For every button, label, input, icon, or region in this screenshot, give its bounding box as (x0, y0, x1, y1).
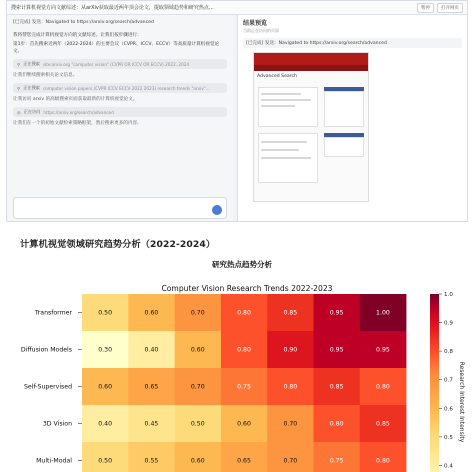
task-titlebar (7, 1, 467, 15)
row-label: Multi-Modal (36, 457, 72, 465)
cell-value-label: 0.80 (376, 457, 390, 465)
colorbar-tick-label: 0.5 (444, 434, 453, 441)
preview-subtitle: 当前正在访问的页面 (243, 28, 279, 33)
cell-value-label: 0.85 (283, 309, 298, 317)
cell-value-label: 0.65 (144, 383, 159, 391)
sidebar-box (324, 91, 364, 127)
sidebar-box-2 (324, 137, 364, 157)
preview-nav-status: [已完成] 发送：Navigated to https://arxiv.org/search/advanced (243, 38, 462, 48)
heatmap-cells (82, 294, 406, 472)
cell-value-label: 0.40 (144, 346, 159, 354)
form-line (261, 149, 299, 151)
preview-title: 结果预览 (243, 20, 268, 27)
cell-value-label: 0.60 (190, 346, 205, 354)
tool-call-url: https://arxiv.org/search/advanced (43, 109, 114, 115)
tool-call-query: site:arxiv.org "computer vision" (CVPR OR ICCV OR ECCV) 2022..2024 (42, 61, 190, 67)
arxiv-page-thumbnail[interactable] (253, 52, 369, 202)
cell-value-label: 1.00 (376, 309, 390, 317)
cell-value-label: 0.80 (237, 309, 251, 317)
row-label: Transformer (34, 309, 72, 317)
cell-value-label: 0.90 (283, 346, 298, 354)
cell-value-label: 0.50 (98, 457, 113, 465)
send-icon[interactable] (212, 205, 222, 215)
cell-value-label: 0.60 (144, 309, 159, 317)
search-icon: ⚲ (17, 61, 21, 67)
row-labels (21, 310, 82, 465)
chart-title: Computer Vision Research Trends 2022-2023 (161, 284, 333, 293)
cell-value-label: 0.55 (144, 457, 159, 465)
row-label: Diffusion Models (20, 346, 72, 354)
form-line (261, 141, 307, 143)
chat-intro: 我将帮您完成计算机视觉方向的文献综述。让我们按步骤进行： (13, 33, 142, 38)
form-line (261, 157, 311, 159)
cell-value-label: 0.65 (237, 457, 251, 465)
tool-call-1[interactable] (13, 59, 227, 69)
cell-value-label: 0.70 (283, 420, 298, 428)
cell-value-label: 0.30 (98, 346, 113, 354)
cell-value-label: 0.85 (329, 383, 344, 391)
agent-screenshot-panel (6, 0, 468, 222)
colorbar-tick-label: 1.0 (444, 292, 453, 298)
colorbar-label: Research Interest Intensity (458, 361, 465, 443)
cell-value-label: 0.75 (237, 383, 251, 391)
cell-value-label: 0.80 (376, 383, 390, 391)
colorbar-tick-label: 0.8 (444, 349, 453, 356)
colorbar-tick-label: 0.7 (444, 377, 453, 384)
open-webpage-button[interactable]: 打开网页 (437, 3, 463, 13)
row-label: 3D Vision (42, 420, 72, 428)
cell-value-label: 0.75 (329, 457, 344, 465)
heatmap-chart (0, 252, 474, 472)
section-title: 计算机视觉领域研究趋势分析（2022-2024） (20, 239, 216, 250)
form-line (261, 99, 311, 101)
colorbar-tick-label: 0.6 (444, 406, 453, 413)
cell-value-label: 0.50 (190, 420, 205, 428)
cell-value-label: 0.80 (237, 346, 251, 354)
chat-input[interactable] (13, 197, 227, 219)
tool-call-2[interactable] (13, 83, 227, 93)
cell-value-label: 0.70 (283, 457, 298, 465)
cell-value-label: 0.60 (190, 457, 205, 465)
chat-step-1: 第1步：首先搜索近两年（2022-2024）的主要会议（CVPR、ICCV、ECCV）等高质量计算机视觉论文。 (13, 42, 220, 54)
cell-value-label: 0.95 (329, 346, 344, 354)
task-title: 搜索计算机视觉方向文献综述：从arXiv获取最近两年顶会论文，提取领域趋势和研究热点... (11, 5, 214, 11)
browser-preview (237, 15, 467, 222)
page-heading: Advanced Search (257, 74, 297, 79)
chat-message: 让我们继续搜索相关论文信息。 (13, 73, 78, 78)
colorbar (430, 292, 453, 472)
colorbar-tick-label: 0.9 (444, 320, 453, 327)
chat-message: 让我访问 arxiv 的高级搜索页面获取最新的计算机视觉论文。 (13, 97, 138, 102)
colorbar-tick-label: 0.4 (444, 463, 453, 470)
arxiv-header-bar (254, 53, 368, 65)
cell-value-label: 0.85 (376, 420, 390, 428)
chat-first-message: [已完成] 发送：Navigated to https://arxiv.org/search/advanced (13, 20, 154, 25)
cell-value-label: 0.60 (98, 383, 113, 391)
cell-value-label: 0.70 (190, 309, 205, 317)
pause-button[interactable]: 暂停 (417, 3, 434, 13)
cell-value-label: 0.45 (144, 420, 159, 428)
row-label: Self-Supervised (24, 383, 72, 391)
tool-call-3[interactable] (13, 107, 227, 117)
search-icon: ⚲ (17, 85, 21, 91)
globe-icon: ◎ (17, 109, 21, 115)
cell-value-label: 0.50 (98, 309, 113, 317)
heatmap-svg (0, 252, 474, 472)
tool-call-label: 正在搜索 (23, 61, 40, 66)
chart-suptitle: 研究热点趋势分析 (212, 260, 272, 269)
cell-value-label: 0.95 (376, 346, 390, 354)
cell-value-label: 0.80 (283, 383, 298, 391)
cell-value-label: 0.70 (190, 383, 205, 391)
cell-value-label: 0.80 (329, 420, 344, 428)
form-line (261, 105, 295, 107)
tool-call-label: 正在搜索 (23, 85, 40, 90)
cell-value-label: 0.60 (237, 420, 251, 428)
form-line (261, 93, 301, 95)
tool-call-query: computer vision papers (CVPR ICCV ECCV 2022 2023) research trends "arxiv"... (42, 85, 210, 91)
cell-value-label: 0.40 (98, 420, 113, 428)
chat-panel (7, 15, 233, 222)
cell-value-label: 0.95 (329, 309, 344, 317)
chat-message: 让我们在一个的初始文献检索策略框架，然后搜索更多的内容。 (13, 121, 142, 126)
tool-call-label: 正在访问 (23, 109, 41, 114)
